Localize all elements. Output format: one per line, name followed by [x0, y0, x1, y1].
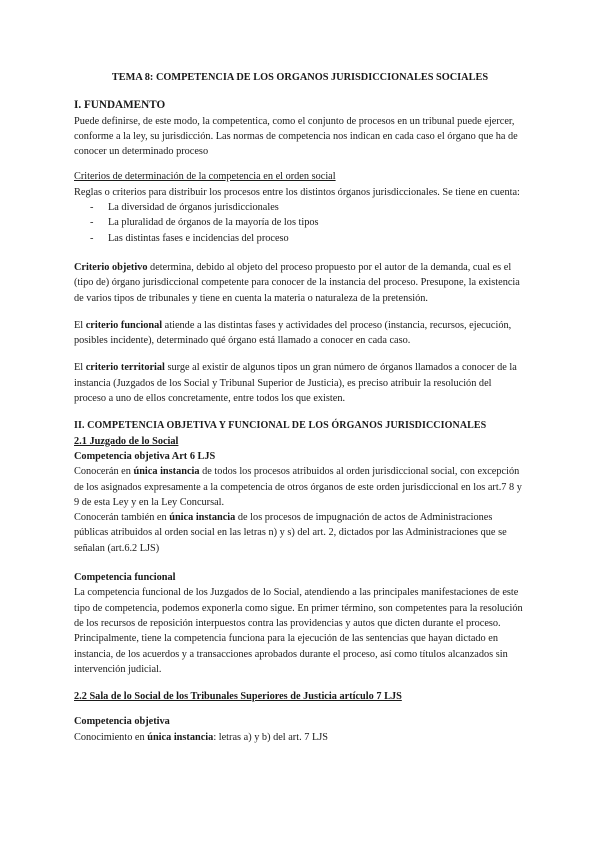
- criterio-funcional-paragraph: [74, 318, 526, 349]
- p2-term: única instancia: [169, 512, 236, 524]
- subsection-heading-sala: 2.2 Sala de lo Social de los Tribunales Superiores de Justicia artículo 7 LJS: [74, 691, 402, 703]
- p1-term: única instancia: [133, 466, 200, 478]
- juzgado-funcional-paragraph: La competencia funcional de los Juzgados de lo Social, atendiendo a las principales manifestaciones de este tipo de competencia, podemos exponerla como sigue. En primer término, son competentes para la resolución de los recursos de reposición interpuestos contra las providencias y autos que dicten durante el proceso. Principalmente, tiene la competencia funciona para la ejecución de las sentencias que hayan dictado en instancia, de los acuerdos y a transacciones aprobados durante el proceso, así como títulos alcanzados sin intervención judicial.: [74, 587, 523, 675]
- competencia-objetiva-heading: Competencia objetiva Art 6 LJS: [74, 450, 216, 462]
- sala-competencia-objetiva-heading: Competencia objetiva: [74, 716, 170, 728]
- criteria-heading: Criterios de determinación de la competencia en el orden social: [74, 171, 336, 183]
- criterio-territorial-text: surge al existir de algunos tipos un gran número de órganos llamados a conocer de la instancia (Juzgados de los Social y Tribunal Superior de Justicia), es preciso atribuir la resolución del proceso a uno de ellos concretamente, entre todos los que existen.: [74, 362, 517, 405]
- juzgado-objetiva-paragraph-1: [74, 464, 526, 510]
- p1-text: de todos los procesos atribuidos al orden jurisdiccional social, con excepción de los asignados expresamente a la competencia de otros órganos de este orden jurisdiccional en los art.7 8 y 9 de esta Ley y en la Ley Concursal.: [74, 466, 522, 508]
- criterio-objetivo-text: determina, debido al objeto del proceso propuesto por el autor de la demanda, cual es el (tipo de) órgano jurisdiccional competente para conocer de la instancia del proceso. Presupone, la existencia de varios tipos de tribunales y tiene en cuenta la materia o naturaleza de la pretensión.: [74, 261, 520, 304]
- sala-p1-lead: Conocimiento en: [74, 731, 148, 743]
- criterio-objetivo-term: Criterio objetivo: [74, 261, 148, 273]
- competencia-funcional-heading: Competencia funcional: [74, 572, 176, 584]
- list-item: - La pluralidad de órganos de la mayoría de los tipos: [90, 215, 526, 230]
- criterio-funcional-term: criterio funcional: [85, 319, 163, 331]
- sala-objetiva-paragraph: [74, 730, 526, 745]
- fundamento-intro: Puede definirse, de este modo, la competentica, como el conjunto de procesos en un tribunal puede ejercer, conforme a la ley, su jurisdicción. Las normas de competencia nos indican en cada caso el órgano que ha de conocer un determinado proceso: [74, 115, 518, 158]
- p2-lead: Conocerán también en: [74, 512, 170, 524]
- criterio-territorial-term: criterio territorial: [85, 362, 165, 374]
- section-heading-fundamento: I. FUNDAMENTO: [74, 99, 166, 112]
- list-item: - Las distintas fases e incidencias del proceso: [90, 231, 526, 246]
- sala-p1-term: única instancia: [147, 731, 214, 743]
- criteria-intro: Reglas o criterios para distribuir los procesos entre los distintos órganos jurisdiccionales. Se tiene en cuenta:: [74, 186, 520, 198]
- criterio-funcional-text: atiende a las distintas fases y actividades del proceso (instancia, recursos, ejecución, posibles incidente), determinado qué órgano está llamado a conocer en cada caso.: [74, 319, 512, 347]
- sala-p1-text: : letras a) y b) del art. 7 LJS: [213, 731, 328, 743]
- section-heading-competencia: II. COMPETENCIA OBJETIVA Y FUNCIONAL DE LOS ÓRGANOS JURISDICCIONALES: [74, 420, 487, 432]
- criteria-list: [74, 200, 526, 246]
- p1-lead: Conocerán en: [74, 466, 134, 478]
- criterio-objetivo-paragraph: [74, 260, 526, 306]
- juzgado-objetiva-paragraph-2: [74, 510, 526, 556]
- list-item: - La diversidad de órganos jurisdiccionales: [90, 200, 526, 215]
- criterio-funcional-lead: El: [74, 319, 86, 331]
- criterio-territorial-lead: El: [74, 362, 86, 374]
- criterio-territorial-paragraph: [74, 360, 526, 406]
- subsection-heading-juzgado: 2.1 Juzgado de lo Social: [74, 435, 179, 447]
- p2-text: de los procesos de impugnación de actos de Administraciones públicas atribuidos al orden social en las letras n) y s) del art. 2, dictados por las Administraciones que se señalan (art.6.2 LJS): [74, 512, 507, 554]
- document-title: TEMA 8: COMPETENCIA DE LOS ORGANOS JURISDICCIONALES SOCIALES: [111, 72, 489, 83]
